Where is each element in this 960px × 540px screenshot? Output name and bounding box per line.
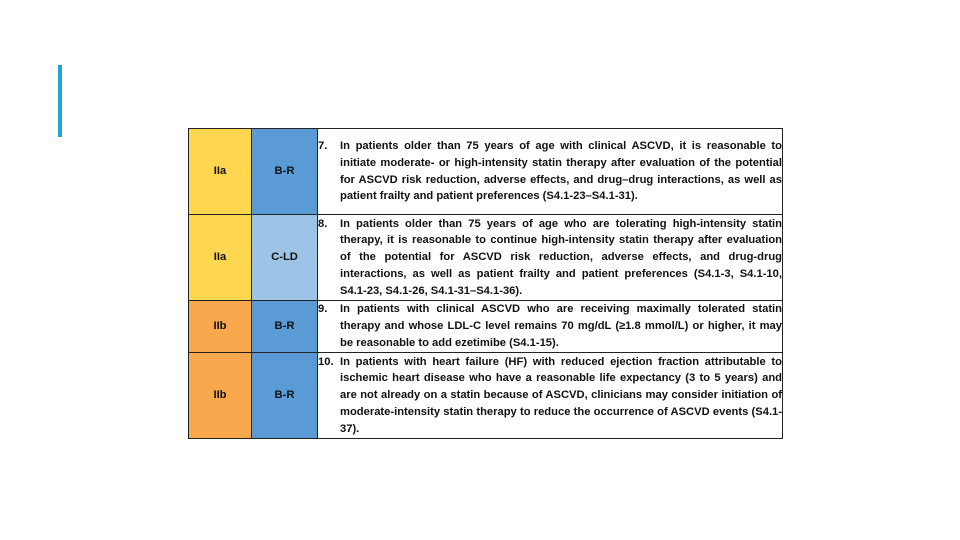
recommendation-number: 10. [318,355,334,368]
class-of-recommendation-cell: IIb [189,353,252,439]
recommendation-cell [318,353,783,439]
class-of-recommendation-cell: IIa [189,215,252,301]
recommendation-text: In patients older than 75 years of age with clinical ASCVD, it is reasonable to initiate moderate- or high-intensity statin therapy after evaluation of the potential for ASCVD risk reduction, adverse effects, and drug–drug interactions, as well as patient frailty and patient preferences (S4.1-23–S4.1-31). [340,139,782,203]
recommendation-text: In patients older than 75 years of age who are tolerating high-intensity statin therapy, it is reasonable to continue high-intensity statin therapy after evaluation of the potential for ASCVD risk reduction, adverse effects, and drug-drug interactions, as well as patient frailty and patient preferences (S4.1-3, S4.1-10, S4.1-23, S4.1-26, S4.1-31–S4.1-36). [340,217,782,297]
level-of-evidence-cell: B-R [252,129,318,215]
recommendation-text: In patients with heart failure (HF) with reduced ejection fraction attributable to ischemic heart disease who have a reasonable life expectancy (3 to 5 years) and are not already on a statin because of ASCVD, clinicians may consider initiation of moderate-intensity statin therapy to reduce the occurrence of ASCVD events (S4.1-37). [340,355,782,435]
recommendation-number: 7. [318,139,328,152]
table-row [189,215,783,301]
table-row [189,301,783,353]
recommendation-text: In patients with clinical ASCVD who are receiving maximally tolerated statin therapy and whose LDL-C level remains 70 mg/dL (≥1.8 mmol/L) or higher, it may be reasonable to add ezetimibe (S4.1-15). [340,303,782,349]
class-of-recommendation-cell: IIa [189,129,252,215]
recommendation-cell [318,215,783,301]
recommendation-cell [318,301,783,353]
table-row [189,129,783,215]
accent-bar [58,65,62,137]
recommendation-cell [318,129,783,215]
level-of-evidence-cell: B-R [252,353,318,439]
level-of-evidence-cell: C-LD [252,215,318,301]
table-row [189,353,783,439]
recommendations-table [188,128,783,439]
recommendation-number: 9. [318,303,328,316]
class-of-recommendation-cell: IIb [189,301,252,353]
recommendation-number: 8. [318,217,328,230]
level-of-evidence-cell: B-R [252,301,318,353]
